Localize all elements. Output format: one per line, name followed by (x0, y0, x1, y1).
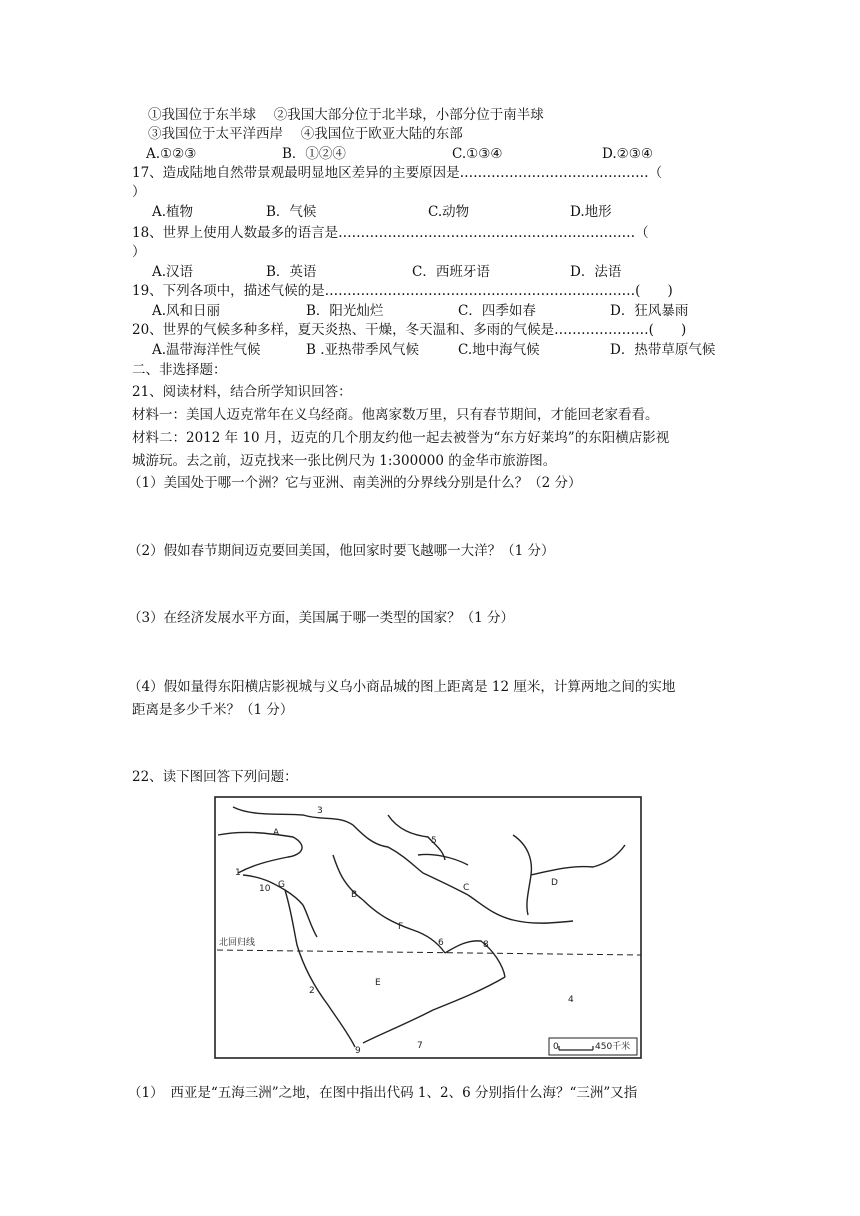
map-label-10: 10 (259, 884, 271, 894)
q22-intro: 22、读下图回答下列问题： (132, 769, 298, 785)
q18-stem: 18、世界上使用人数最多的语言是…………………………………………………………（ (132, 225, 649, 241)
q18-option-a: A.汉语 (152, 264, 194, 280)
map-label-4: 4 (568, 995, 574, 1005)
q18-option-d: D．法语 (570, 264, 622, 280)
q17-option-c: C.动物 (428, 204, 470, 220)
q21-sub-4a: （4）假如量得东阳横店影视城与义乌小商品城的图上距离是 12 厘米，计算两地之间的实地 (128, 679, 676, 695)
map-label-9: 9 (355, 1046, 361, 1056)
q21-intro: 21、阅读材料，结合所学知识回答： (132, 384, 352, 400)
map-label-3: 3 (317, 806, 323, 816)
q19-option-d: D．狂风暴雨 (610, 303, 689, 319)
q20-option-c: C.地中海气候 (458, 342, 540, 358)
q18-option-b: B．英语 (266, 264, 317, 280)
section-heading: 二、非选择题： (132, 362, 227, 378)
map-scale-bar (549, 1038, 637, 1055)
map-label-G: G (278, 880, 285, 890)
q16-statement-line1: ①我国位于东半球 ②我国大部分位于北半球，小部分位于南半球 (148, 107, 544, 123)
map-label-C: C (463, 883, 470, 893)
q20-option-d: D．热带草原气候 (610, 342, 716, 358)
map-label-8: 8 (483, 940, 489, 950)
q21-sub-2: （2）假如春节期间迈克要回美国，他回家时要飞越哪一大洋？（1 分） (128, 543, 555, 559)
map-label-7: 7 (417, 1041, 423, 1051)
q19-option-a: A.风和日丽 (152, 303, 221, 319)
q19-option-b: B．阳光灿烂 (306, 303, 384, 319)
map-label-2: 2 (309, 986, 315, 996)
q16-statement-line2: ③我国位于太平洋西岸 ④我国位于欧亚大陆的东部 (148, 126, 463, 142)
q20-option-b: B .亚热带季风气候 (306, 342, 420, 358)
map-label-6: 6 (438, 938, 444, 948)
map-label-E: E (375, 978, 381, 988)
tropic-label: 北回归线 (219, 938, 256, 948)
map-label-A: A (273, 828, 280, 838)
map-label-1: 1 (235, 868, 241, 878)
map-label-5: 5 (431, 836, 437, 846)
q18-stem-cont: ） (132, 244, 146, 260)
q21-material-2b: 城游玩。去之前，迈克找来一张比例尺为 1:300000 的金华市旅游图。 (132, 453, 557, 469)
q20-stem: 20、世界的气候多种多样，夏天炎热、干燥，冬天温和、多雨的气候是…………………( ) (132, 322, 687, 338)
q17-stem-cont: ） (132, 184, 146, 200)
map-label-F: F (398, 922, 404, 932)
map-label-D: D (551, 878, 558, 888)
q16-option-d: D.②③④ (602, 146, 653, 162)
scale-zero: 0 (553, 1042, 559, 1052)
q16-option-a: A.①②③ (146, 146, 197, 162)
scale-label: 450千米 (595, 1042, 631, 1052)
q21-sub-4b: 距离是多少千米？（1 分） (132, 702, 294, 718)
q16-option-c: C.①③④ (452, 146, 503, 162)
q17-stem: 17、造成陆地自然带景观最明显地区差异的主要原因是……………………………………（ (132, 165, 663, 181)
map-label-B: B (351, 890, 358, 900)
q21-material-1: 材料一：美国人迈克常年在义乌经商。他离家数万里，只有春节期间，才能回老家看看。 (132, 407, 659, 423)
q22-sub-1: （1） 西亚是“五海三洲”之地，在图中指出代码 1、2、6 分别指什么海？“三洲”又指 (128, 1085, 638, 1101)
q17-option-d: D.地形 (570, 204, 612, 220)
q21-material-2a: 材料二：2012 年 10 月，迈克的几个朋友约他一起去被誉为“东方好莱坞”的东阳横店影视 (132, 430, 670, 446)
q20-option-a: A.温带海洋性气候 (152, 342, 261, 358)
q21-sub-1: （1）美国处于哪一个洲？它与亚洲、南美洲的分界线分别是什么？（2 分） (128, 475, 582, 491)
q18-option-c: C．西班牙语 (412, 264, 490, 280)
q17-option-b: B．气候 (266, 204, 317, 220)
q17-option-a: A.植物 (152, 204, 194, 220)
q19-stem: 19、下列各项中，描述气候的是……………………………………………………………( ) (132, 283, 673, 299)
q21-sub-3: （3）在经济发展水平方面，美国属于哪一类型的国家？（1 分） (128, 610, 514, 626)
q16-option-b: B．①②④ (282, 146, 346, 162)
west-asia-map (213, 795, 643, 1060)
q19-option-c: C．四季如春 (458, 303, 536, 319)
